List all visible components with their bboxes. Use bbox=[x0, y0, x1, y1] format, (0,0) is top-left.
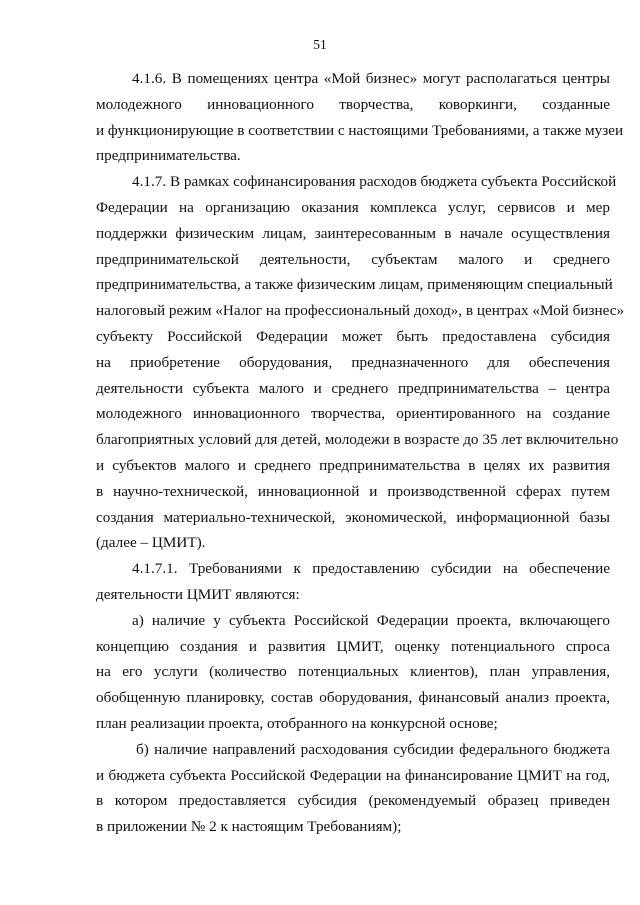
paragraph-4-1-7-1 bbox=[96, 556, 610, 608]
document-body bbox=[96, 66, 625, 840]
text-line: (далее – ЦМИТ). bbox=[96, 534, 206, 552]
paragraph-item-a bbox=[96, 608, 610, 737]
text-line: б) наличие направлений расходования субсидии федерального бюджета bbox=[136, 740, 610, 758]
page-number: 51 bbox=[313, 37, 327, 52]
text-line: в котором предоставляется субсидия (рекомендуемый образец приведен bbox=[96, 792, 610, 810]
text-line: и субъектов малого и среднего предпринимательства в целях их развития bbox=[96, 456, 610, 474]
text-line: на его услуги (количество потенциальных клиентов), план управления, bbox=[96, 663, 610, 681]
text-line: 4.1.7.1. Требованиями к предоставлению субсидии на обеспечение bbox=[132, 560, 610, 578]
text-line: концепцию создания и развития ЦМИТ, оценку потенциального спроса bbox=[96, 637, 610, 655]
text-line: молодежного инновационного творчества, ориентированного на создание bbox=[96, 405, 610, 423]
text-line: деятельности субъекта малого и среднего предпринимательства – центра bbox=[96, 379, 610, 397]
text-line: предпринимательства, а также физическим лицам, применяющим специальный bbox=[96, 276, 613, 294]
text-line: обобщенную планировку, состав оборудования, финансовый анализ проекта, bbox=[96, 689, 610, 707]
text-line: 4.1.7. В рамках софинансирования расходов бюджета субъекта Российской bbox=[132, 173, 617, 191]
text-line: создания материально-технической, экономической, информационной базы bbox=[96, 508, 610, 526]
text-line: план реализации проекта, отобранного на конкурсной основе; bbox=[96, 714, 498, 732]
text-line: а) наличие у субъекта Российской Федерации проекта, включающего bbox=[132, 611, 610, 629]
text-line: молодежного инновационного творчества, коворкинги, созданные bbox=[96, 95, 610, 113]
paragraph-4-1-7 bbox=[96, 169, 625, 556]
text-line: в приложении № 2 к настоящим Требованиям); bbox=[96, 818, 402, 836]
text-line: субъекту Российской Федерации может быть предоставлена субсидия bbox=[96, 327, 610, 345]
text-line: предпринимательской деятельности, субъектам малого и среднего bbox=[96, 250, 610, 268]
text-line: и функционирующие в соответствии с настоящими Требованиями, а также музеи bbox=[96, 121, 624, 139]
text-line: предпринимательства. bbox=[96, 147, 241, 165]
text-line: и бюджета субъекта Российской Федерации на финансирование ЦМИТ на год, bbox=[96, 766, 610, 784]
paragraph-item-b bbox=[96, 737, 610, 840]
text-line: на приобретение оборудования, предназначенного для обеспечения bbox=[96, 353, 610, 371]
text-line: Федерации на организацию оказания комплекса услуг, сервисов и мер bbox=[96, 198, 610, 216]
text-line: 4.1.6. В помещениях центра «Мой бизнес» могут располагаться центры bbox=[132, 70, 610, 87]
text-line: поддержки физическим лицам, заинтересованным в начале осуществления bbox=[96, 224, 610, 242]
text-line: благоприятных условий для детей, молодежи в возрасте до 35 лет включительно bbox=[96, 431, 619, 449]
text-line: налоговый режим «Налог на профессиональный доход», в центрах «Мой бизнес» bbox=[96, 302, 625, 320]
text-line: в научно-технической, инновационной и производственной сферах путем bbox=[96, 482, 610, 500]
text-line: деятельности ЦМИТ являются: bbox=[96, 585, 300, 603]
paragraph-4-1-6 bbox=[96, 66, 624, 169]
